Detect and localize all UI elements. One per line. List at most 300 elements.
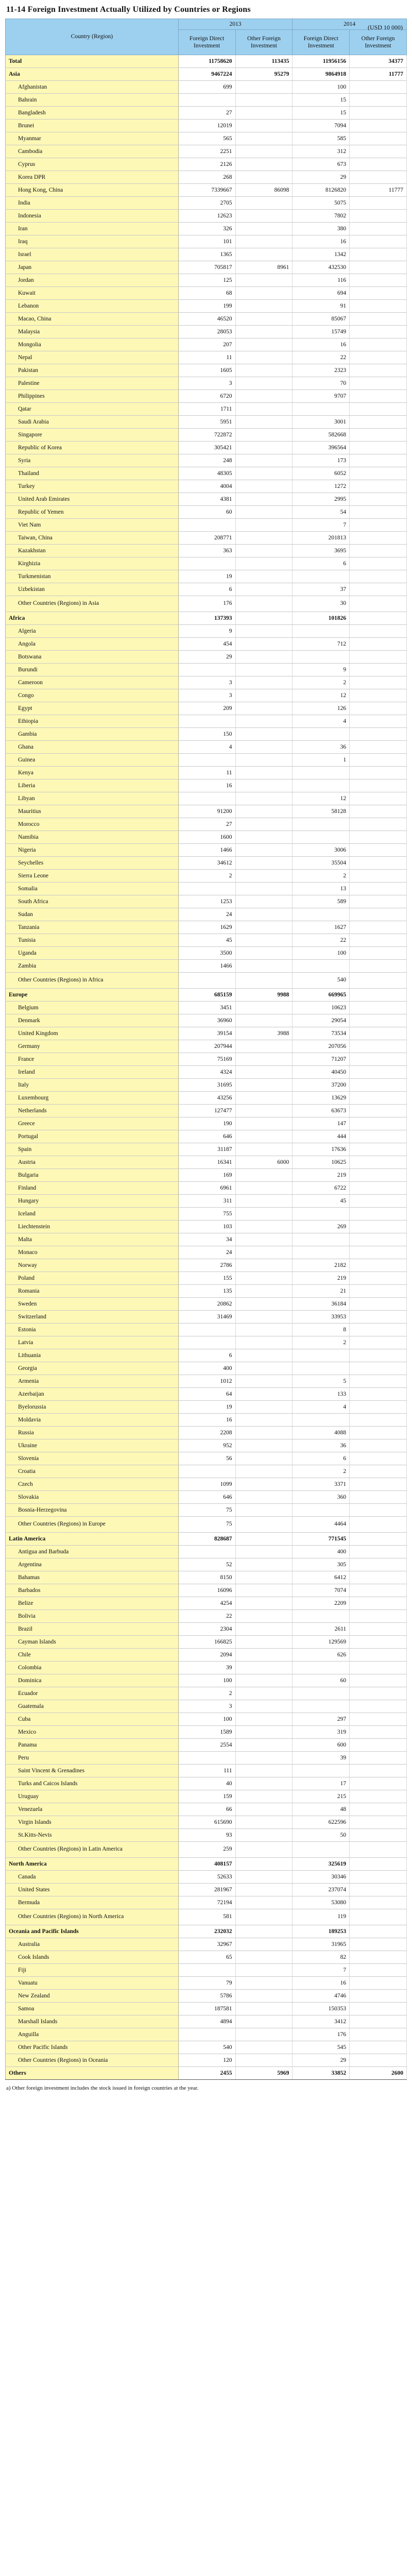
row-value xyxy=(350,493,407,506)
row-value xyxy=(350,1246,407,1259)
table-row xyxy=(6,261,407,274)
row-value: 29 xyxy=(293,2054,350,2067)
row-value: 3006 xyxy=(293,844,350,857)
row-value: 2251 xyxy=(178,145,235,158)
row-label: Romania xyxy=(6,1285,179,1298)
row-value: 1012 xyxy=(178,1375,235,1388)
row-value: 540 xyxy=(178,2041,235,2054)
row-value: 126 xyxy=(293,702,350,715)
table-row xyxy=(6,638,407,651)
row-value xyxy=(235,844,293,857)
row-value xyxy=(235,2041,293,2054)
row-value: 7 xyxy=(293,519,350,532)
row-value xyxy=(178,1465,235,1478)
row-value: 93 xyxy=(178,1829,235,1842)
row-value xyxy=(235,1040,293,1053)
row-value: 48 xyxy=(293,1803,350,1816)
row-label: Mauritius xyxy=(6,805,179,818)
row-label: Vanuatu xyxy=(6,1977,179,1990)
row-label: Azerbaijan xyxy=(6,1388,179,1401)
row-value xyxy=(235,454,293,467)
table-row xyxy=(6,2054,407,2067)
row-value xyxy=(350,506,407,519)
table-row xyxy=(6,651,407,664)
row-value: 53080 xyxy=(293,1896,350,1909)
row-value xyxy=(350,94,407,107)
row-value xyxy=(293,818,350,831)
row-label: St.Kitts-Nevis xyxy=(6,1829,179,1842)
table-row xyxy=(6,1739,407,1752)
table-row xyxy=(6,1662,407,1674)
row-value: 3 xyxy=(178,1700,235,1713)
row-value: 2182 xyxy=(293,1259,350,1272)
row-value xyxy=(350,779,407,792)
row-value: 565 xyxy=(178,132,235,145)
table-row xyxy=(6,1002,407,1014)
row-value: 31695 xyxy=(178,1079,235,1092)
row-value: 4 xyxy=(293,715,350,728)
row-value: 755 xyxy=(178,1208,235,1221)
row-value xyxy=(350,2003,407,2015)
row-value: 1099 xyxy=(178,1478,235,1491)
row-value xyxy=(235,2003,293,2015)
row-value: 173 xyxy=(293,454,350,467)
row-value: 100 xyxy=(178,1713,235,1726)
row-value: 4324 xyxy=(178,1066,235,1079)
row-label: Ecuador xyxy=(6,1687,179,1700)
row-value xyxy=(235,570,293,583)
row-value: 176 xyxy=(293,2028,350,2041)
table-row xyxy=(6,1752,407,1765)
row-value xyxy=(178,557,235,570)
table-row xyxy=(6,1964,407,1977)
row-value: 2 xyxy=(293,1336,350,1349)
table-row xyxy=(6,223,407,235)
row-value xyxy=(235,741,293,754)
row-value: 4088 xyxy=(293,1427,350,1439)
row-value: 722872 xyxy=(178,429,235,442)
row-label: Belize xyxy=(6,1597,179,1610)
row-value: 3 xyxy=(178,676,235,689)
row-value: 29054 xyxy=(293,1014,350,1027)
row-label: Byelorussia xyxy=(6,1401,179,1414)
row-value: 36 xyxy=(293,741,350,754)
table-row xyxy=(6,416,407,429)
row-value: 4004 xyxy=(178,480,235,493)
row-label: Luxembourg xyxy=(6,1092,179,1105)
row-label: Guinea xyxy=(6,754,179,767)
table-title: 11-14 Foreign Investment Actually Utilized by Countries or Regions xyxy=(6,5,251,14)
row-value xyxy=(235,1092,293,1105)
table-row xyxy=(6,689,407,702)
row-value: 36960 xyxy=(178,1014,235,1027)
row-value xyxy=(235,1829,293,1842)
row-value xyxy=(235,1713,293,1726)
row-value xyxy=(350,519,407,532)
table-row xyxy=(6,805,407,818)
row-value xyxy=(235,557,293,570)
row-label: Ireland xyxy=(6,1066,179,1079)
row-value xyxy=(235,338,293,351)
row-value xyxy=(350,120,407,132)
row-label: Seychelles xyxy=(6,857,179,870)
table-row xyxy=(6,947,407,960)
row-value: 13 xyxy=(293,883,350,895)
row-value xyxy=(178,715,235,728)
row-value: 2554 xyxy=(178,1739,235,1752)
table-row xyxy=(6,870,407,883)
table-header xyxy=(6,19,407,55)
row-value: 4 xyxy=(293,1401,350,1414)
row-label: Israel xyxy=(6,248,179,261)
table-row xyxy=(6,1246,407,1259)
row-value xyxy=(350,557,407,570)
table-row xyxy=(6,1765,407,1777)
row-value xyxy=(350,989,407,1002)
row-value: 127477 xyxy=(178,1105,235,1117)
row-value xyxy=(350,1014,407,1027)
row-label: Indonesia xyxy=(6,210,179,223)
row-value: 137393 xyxy=(178,612,235,625)
row-label: Cayman Islands xyxy=(6,1636,179,1649)
row-value xyxy=(235,171,293,184)
table-row-group xyxy=(6,2067,407,2080)
row-value xyxy=(235,1623,293,1636)
row-value: 3 xyxy=(178,689,235,702)
table-row xyxy=(6,184,407,197)
row-value: 75 xyxy=(178,1517,235,1533)
table-row xyxy=(6,1623,407,1636)
row-label: Cyprus xyxy=(6,158,179,171)
row-value xyxy=(235,235,293,248)
row-value xyxy=(350,1687,407,1700)
row-value xyxy=(350,313,407,326)
row-value xyxy=(293,1700,350,1713)
row-value: 259 xyxy=(178,1842,235,1858)
row-value: 21 xyxy=(293,1285,350,1298)
row-label: Nigeria xyxy=(6,844,179,857)
row-value xyxy=(350,1053,407,1066)
row-label: Asia xyxy=(6,68,179,81)
row-value: 5969 xyxy=(235,2067,293,2080)
row-value: 4381 xyxy=(178,493,235,506)
row-value xyxy=(350,2041,407,2054)
row-value xyxy=(235,326,293,338)
row-value: 24 xyxy=(178,908,235,921)
row-value: 35504 xyxy=(293,857,350,870)
row-value: 2 xyxy=(293,870,350,883)
row-value xyxy=(350,1858,407,1871)
row-value xyxy=(350,1504,407,1517)
row-value: 100 xyxy=(293,947,350,960)
row-value: 29 xyxy=(293,171,350,184)
row-value xyxy=(350,1938,407,1951)
row-value: 85067 xyxy=(293,313,350,326)
row-label: Turks and Caicos Islands xyxy=(6,1777,179,1790)
table-row xyxy=(6,715,407,728)
row-label: Philippines xyxy=(6,390,179,403)
row-value xyxy=(350,1401,407,1414)
table-row xyxy=(6,1221,407,1233)
row-value xyxy=(350,1977,407,1990)
row-value xyxy=(235,702,293,715)
table-row xyxy=(6,94,407,107)
row-label: Marshall Islands xyxy=(6,2015,179,2028)
table-row xyxy=(6,1233,407,1246)
table-row xyxy=(6,1896,407,1909)
row-value: 6 xyxy=(178,583,235,596)
row-value xyxy=(350,467,407,480)
table-row xyxy=(6,767,407,779)
row-label: Switzerland xyxy=(6,1311,179,1324)
row-value xyxy=(235,1285,293,1298)
row-label: France xyxy=(6,1053,179,1066)
row-label: Turkey xyxy=(6,480,179,493)
row-value: 17636 xyxy=(293,1143,350,1156)
row-value xyxy=(235,1311,293,1324)
row-value xyxy=(235,883,293,895)
row-value xyxy=(178,2028,235,2041)
row-value: 1589 xyxy=(178,1726,235,1739)
row-value xyxy=(350,261,407,274)
row-value xyxy=(293,767,350,779)
row-label: Russia xyxy=(6,1427,179,1439)
table-row xyxy=(6,2028,407,2041)
row-value: 5075 xyxy=(293,197,350,210)
row-value: 30346 xyxy=(293,1871,350,1884)
row-value xyxy=(178,1752,235,1765)
row-value: 16 xyxy=(178,779,235,792)
row-value xyxy=(293,651,350,664)
row-value xyxy=(235,1777,293,1790)
row-value: 297 xyxy=(293,1713,350,1726)
row-label: Bermuda xyxy=(6,1896,179,1909)
row-label: Other Countries (Regions) in Europe xyxy=(6,1517,179,1533)
row-value xyxy=(235,120,293,132)
row-value: 1629 xyxy=(178,921,235,934)
row-label: Mongolia xyxy=(6,338,179,351)
row-value xyxy=(350,1700,407,1713)
row-value: 5 xyxy=(293,1375,350,1388)
row-value: 685159 xyxy=(178,989,235,1002)
table-row xyxy=(6,1674,407,1687)
row-value: 34 xyxy=(178,1233,235,1246)
row-value xyxy=(235,676,293,689)
row-value xyxy=(350,973,407,989)
row-value: 311 xyxy=(178,1195,235,1208)
row-value: 19 xyxy=(178,1401,235,1414)
row-label: Poland xyxy=(6,1272,179,1285)
row-value: 219 xyxy=(293,1272,350,1285)
table-row xyxy=(6,467,407,480)
row-value: 33953 xyxy=(293,1311,350,1324)
row-value xyxy=(235,1233,293,1246)
row-value: 12 xyxy=(293,689,350,702)
row-value xyxy=(293,1233,350,1246)
row-value: 45 xyxy=(293,1195,350,1208)
row-value xyxy=(235,1105,293,1117)
row-value xyxy=(350,1311,407,1324)
row-value xyxy=(350,2028,407,2041)
table-row xyxy=(6,506,407,519)
table-row xyxy=(6,1465,407,1478)
row-value xyxy=(235,1662,293,1674)
row-value xyxy=(350,274,407,287)
row-value xyxy=(235,1765,293,1777)
row-value xyxy=(293,728,350,741)
row-label: Nepal xyxy=(6,351,179,364)
row-label: Other Countries (Regions) in Africa xyxy=(6,973,179,989)
row-value: 6000 xyxy=(235,1156,293,1169)
table-row xyxy=(6,429,407,442)
row-value xyxy=(235,1401,293,1414)
row-label: Bahrain xyxy=(6,94,179,107)
row-value xyxy=(350,702,407,715)
row-value: 36 xyxy=(293,1439,350,1452)
row-label: Saint Vincent & Grenadines xyxy=(6,1765,179,1777)
table-row xyxy=(6,1452,407,1465)
table-row xyxy=(6,1700,407,1713)
row-value xyxy=(178,754,235,767)
row-value: 312 xyxy=(293,145,350,158)
row-value: 209 xyxy=(178,702,235,715)
row-value: 50 xyxy=(293,1829,350,1842)
table-row xyxy=(6,1713,407,1726)
row-value xyxy=(293,1687,350,1700)
row-value xyxy=(235,287,293,300)
row-value: 4464 xyxy=(293,1517,350,1533)
table-row xyxy=(6,1504,407,1517)
row-label: Total xyxy=(6,55,179,68)
row-label: Malta xyxy=(6,1233,179,1246)
row-value: 699 xyxy=(178,81,235,94)
row-value: 646 xyxy=(178,1491,235,1504)
row-value xyxy=(235,1533,293,1546)
table-row xyxy=(6,364,407,377)
row-value xyxy=(350,1002,407,1014)
row-value: 113435 xyxy=(235,55,293,68)
row-value: 2455 xyxy=(178,2067,235,2080)
row-value xyxy=(235,2015,293,2028)
row-value: 16 xyxy=(293,338,350,351)
row-label: Angola xyxy=(6,638,179,651)
row-value: 360 xyxy=(293,1491,350,1504)
row-label: Other Pacific Islands xyxy=(6,2041,179,2054)
row-value xyxy=(350,1221,407,1233)
row-value: 585 xyxy=(293,132,350,145)
row-value: 103 xyxy=(178,1221,235,1233)
row-label: Anguilla xyxy=(6,2028,179,2041)
table-row xyxy=(6,557,407,570)
row-value: 540 xyxy=(293,973,350,989)
table-row xyxy=(6,625,407,638)
row-value: 34377 xyxy=(350,55,407,68)
row-value: 3412 xyxy=(293,2015,350,2028)
row-label: Others xyxy=(6,2067,179,2080)
row-label: Peru xyxy=(6,1752,179,1765)
row-label: Tanzania xyxy=(6,921,179,934)
row-label: Estonia xyxy=(6,1324,179,1336)
row-value: 16096 xyxy=(178,1584,235,1597)
table-row xyxy=(6,1610,407,1623)
row-label: Viet Nam xyxy=(6,519,179,532)
column-header-country: Country (Region) xyxy=(6,19,179,55)
row-value xyxy=(350,171,407,184)
row-value: 189253 xyxy=(293,1925,350,1938)
column-header-year: 2014 xyxy=(293,19,407,30)
table-row xyxy=(6,81,407,94)
row-label: Gambia xyxy=(6,728,179,741)
row-value xyxy=(235,1079,293,1092)
row-value xyxy=(350,454,407,467)
row-value: 232032 xyxy=(178,1925,235,1938)
row-value xyxy=(178,94,235,107)
row-label: Sierra Leone xyxy=(6,870,179,883)
row-value xyxy=(293,1414,350,1427)
column-header-fdi: Foreign Direct Investment xyxy=(178,30,235,55)
row-value: 63673 xyxy=(293,1105,350,1117)
row-label: Brazil xyxy=(6,1623,179,1636)
row-value xyxy=(293,831,350,844)
row-value xyxy=(235,94,293,107)
table-row xyxy=(6,2041,407,2054)
row-value xyxy=(350,1182,407,1195)
row-value xyxy=(350,767,407,779)
row-label: North America xyxy=(6,1858,179,1871)
row-value: 19 xyxy=(178,570,235,583)
row-value xyxy=(350,248,407,261)
row-label: Thailand xyxy=(6,467,179,480)
table-row xyxy=(6,1884,407,1896)
row-value: 15749 xyxy=(293,326,350,338)
row-value: 380 xyxy=(293,223,350,235)
row-label: Myanmar xyxy=(6,132,179,145)
row-value xyxy=(235,1349,293,1362)
table-row xyxy=(6,442,407,454)
row-value xyxy=(350,223,407,235)
row-label: Liechtenstein xyxy=(6,1221,179,1233)
row-label: Egypt xyxy=(6,702,179,715)
row-value: 1466 xyxy=(178,844,235,857)
row-value: 7802 xyxy=(293,210,350,223)
row-value xyxy=(350,895,407,908)
row-value: 705817 xyxy=(178,261,235,274)
table-row xyxy=(6,1571,407,1584)
row-value xyxy=(235,792,293,805)
table-row xyxy=(6,857,407,870)
row-value xyxy=(293,625,350,638)
row-value: 281967 xyxy=(178,1884,235,1896)
row-value: 16 xyxy=(293,235,350,248)
row-value: 176 xyxy=(178,596,235,612)
row-value: 2304 xyxy=(178,1623,235,1636)
table-row xyxy=(6,1324,407,1336)
row-value: 2 xyxy=(293,1465,350,1478)
row-value: 70 xyxy=(293,377,350,390)
row-value: 2 xyxy=(178,870,235,883)
row-value: 1342 xyxy=(293,248,350,261)
row-value xyxy=(235,274,293,287)
row-value: 2705 xyxy=(178,197,235,210)
row-value xyxy=(350,1349,407,1362)
row-value: 29 xyxy=(178,651,235,664)
row-value: 116 xyxy=(293,274,350,287)
row-value: 2 xyxy=(178,1687,235,1700)
row-value: 32967 xyxy=(178,1938,235,1951)
row-value: 12 xyxy=(293,792,350,805)
table-row xyxy=(6,1687,407,1700)
row-value: 91200 xyxy=(178,805,235,818)
